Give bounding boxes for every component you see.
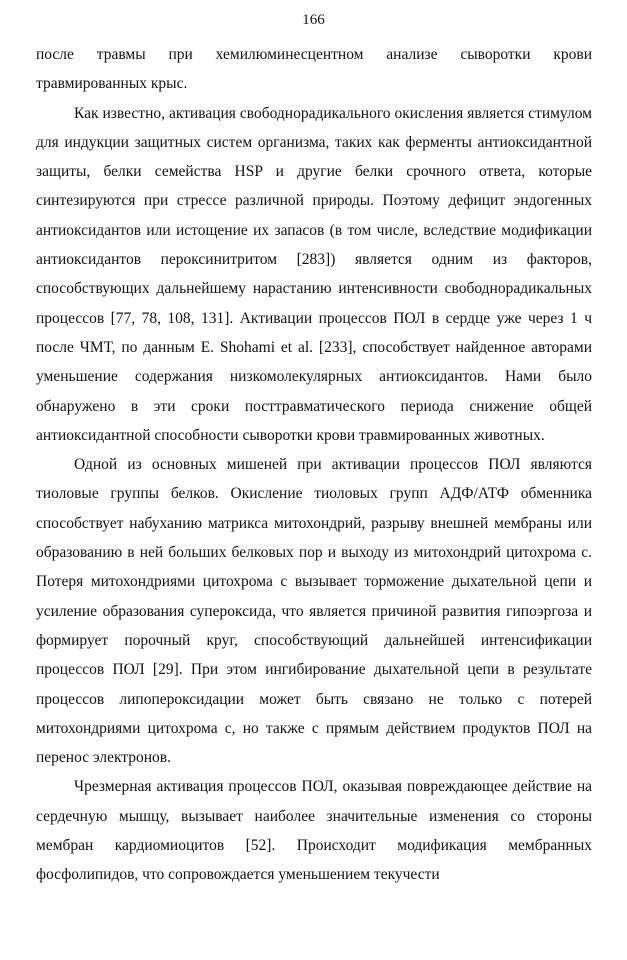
- page-number: 166: [302, 12, 325, 28]
- paragraph-thiol-groups: Одной из основных мишеней при активации процессов ПОЛ являются тиоловые группы белков. Окисление тиоловых групп АДФ/АТФ обменника способствует набуханию матрикса митохондрий, разрыву внешней мембраны или образованию в ней больших белковых пор и выходу из митохондрий цитохрома с. Потеря митохондриями цитохрома с вызывает торможение дыхательной цепи и усиление образования супероксида, что является причиной развития гипоэргоза и формирует порочный круг, способствующий дальнейшей интенсификации процессов ПОЛ [29]. При этом ингибирование дыхательной цепи в результате процессов липопероксидации может быть связано не только с потерей митохондриями цитохрома с, но также с прямым действием продуктов ПОЛ на перенос электронов.: [36, 456, 592, 767]
- paragraph-membrane-changes: Чрезмерная активация процессов ПОЛ, оказывая повреждающее действие на сердечную мышцу, вызывает наиболее значительные изменения со стороны мембран кардиомиоцитов [52]. Происходит модификация мембранных фосфолипидов, что сопровождается уменьшением текучести: [36, 778, 592, 884]
- body-text: [36, 40, 592, 890]
- paragraph-antioxidant-defense: Как известно, активация свободнорадикального окисления является стимулом для индукции защитных систем организма, таких как ферменты антиоксидантной защиты, белки семейства HSP и другие белки срочного ответа, которые синтезируются при стрессе различной природы. Поэтому дефицит эндогенных антиоксидантов или истощение их запасов (в том числе, вследствие модификации антиоксидантов пероксинитритом [283]) является одним из факторов, способствующих дальнейшему нарастанию интенсивности свободнорадикальных процессов [77, 78, 108, 131]. Активации процессов ПОЛ в сердце уже через 1 ч после ЧМТ, по данным E. Shohami et al. [233], способствует найденное авторами уменьшение содержания низкомолекулярных антиоксидантов. Нами было обнаружено в эти сроки посттравматического периода снижение общей антиоксидантной способности сыворотки крови травмированных животных.: [36, 104, 592, 444]
- paragraph-continuation: после травмы при хемилюминесцентном анализе сыворотки крови травмированных крыс.: [36, 46, 592, 93]
